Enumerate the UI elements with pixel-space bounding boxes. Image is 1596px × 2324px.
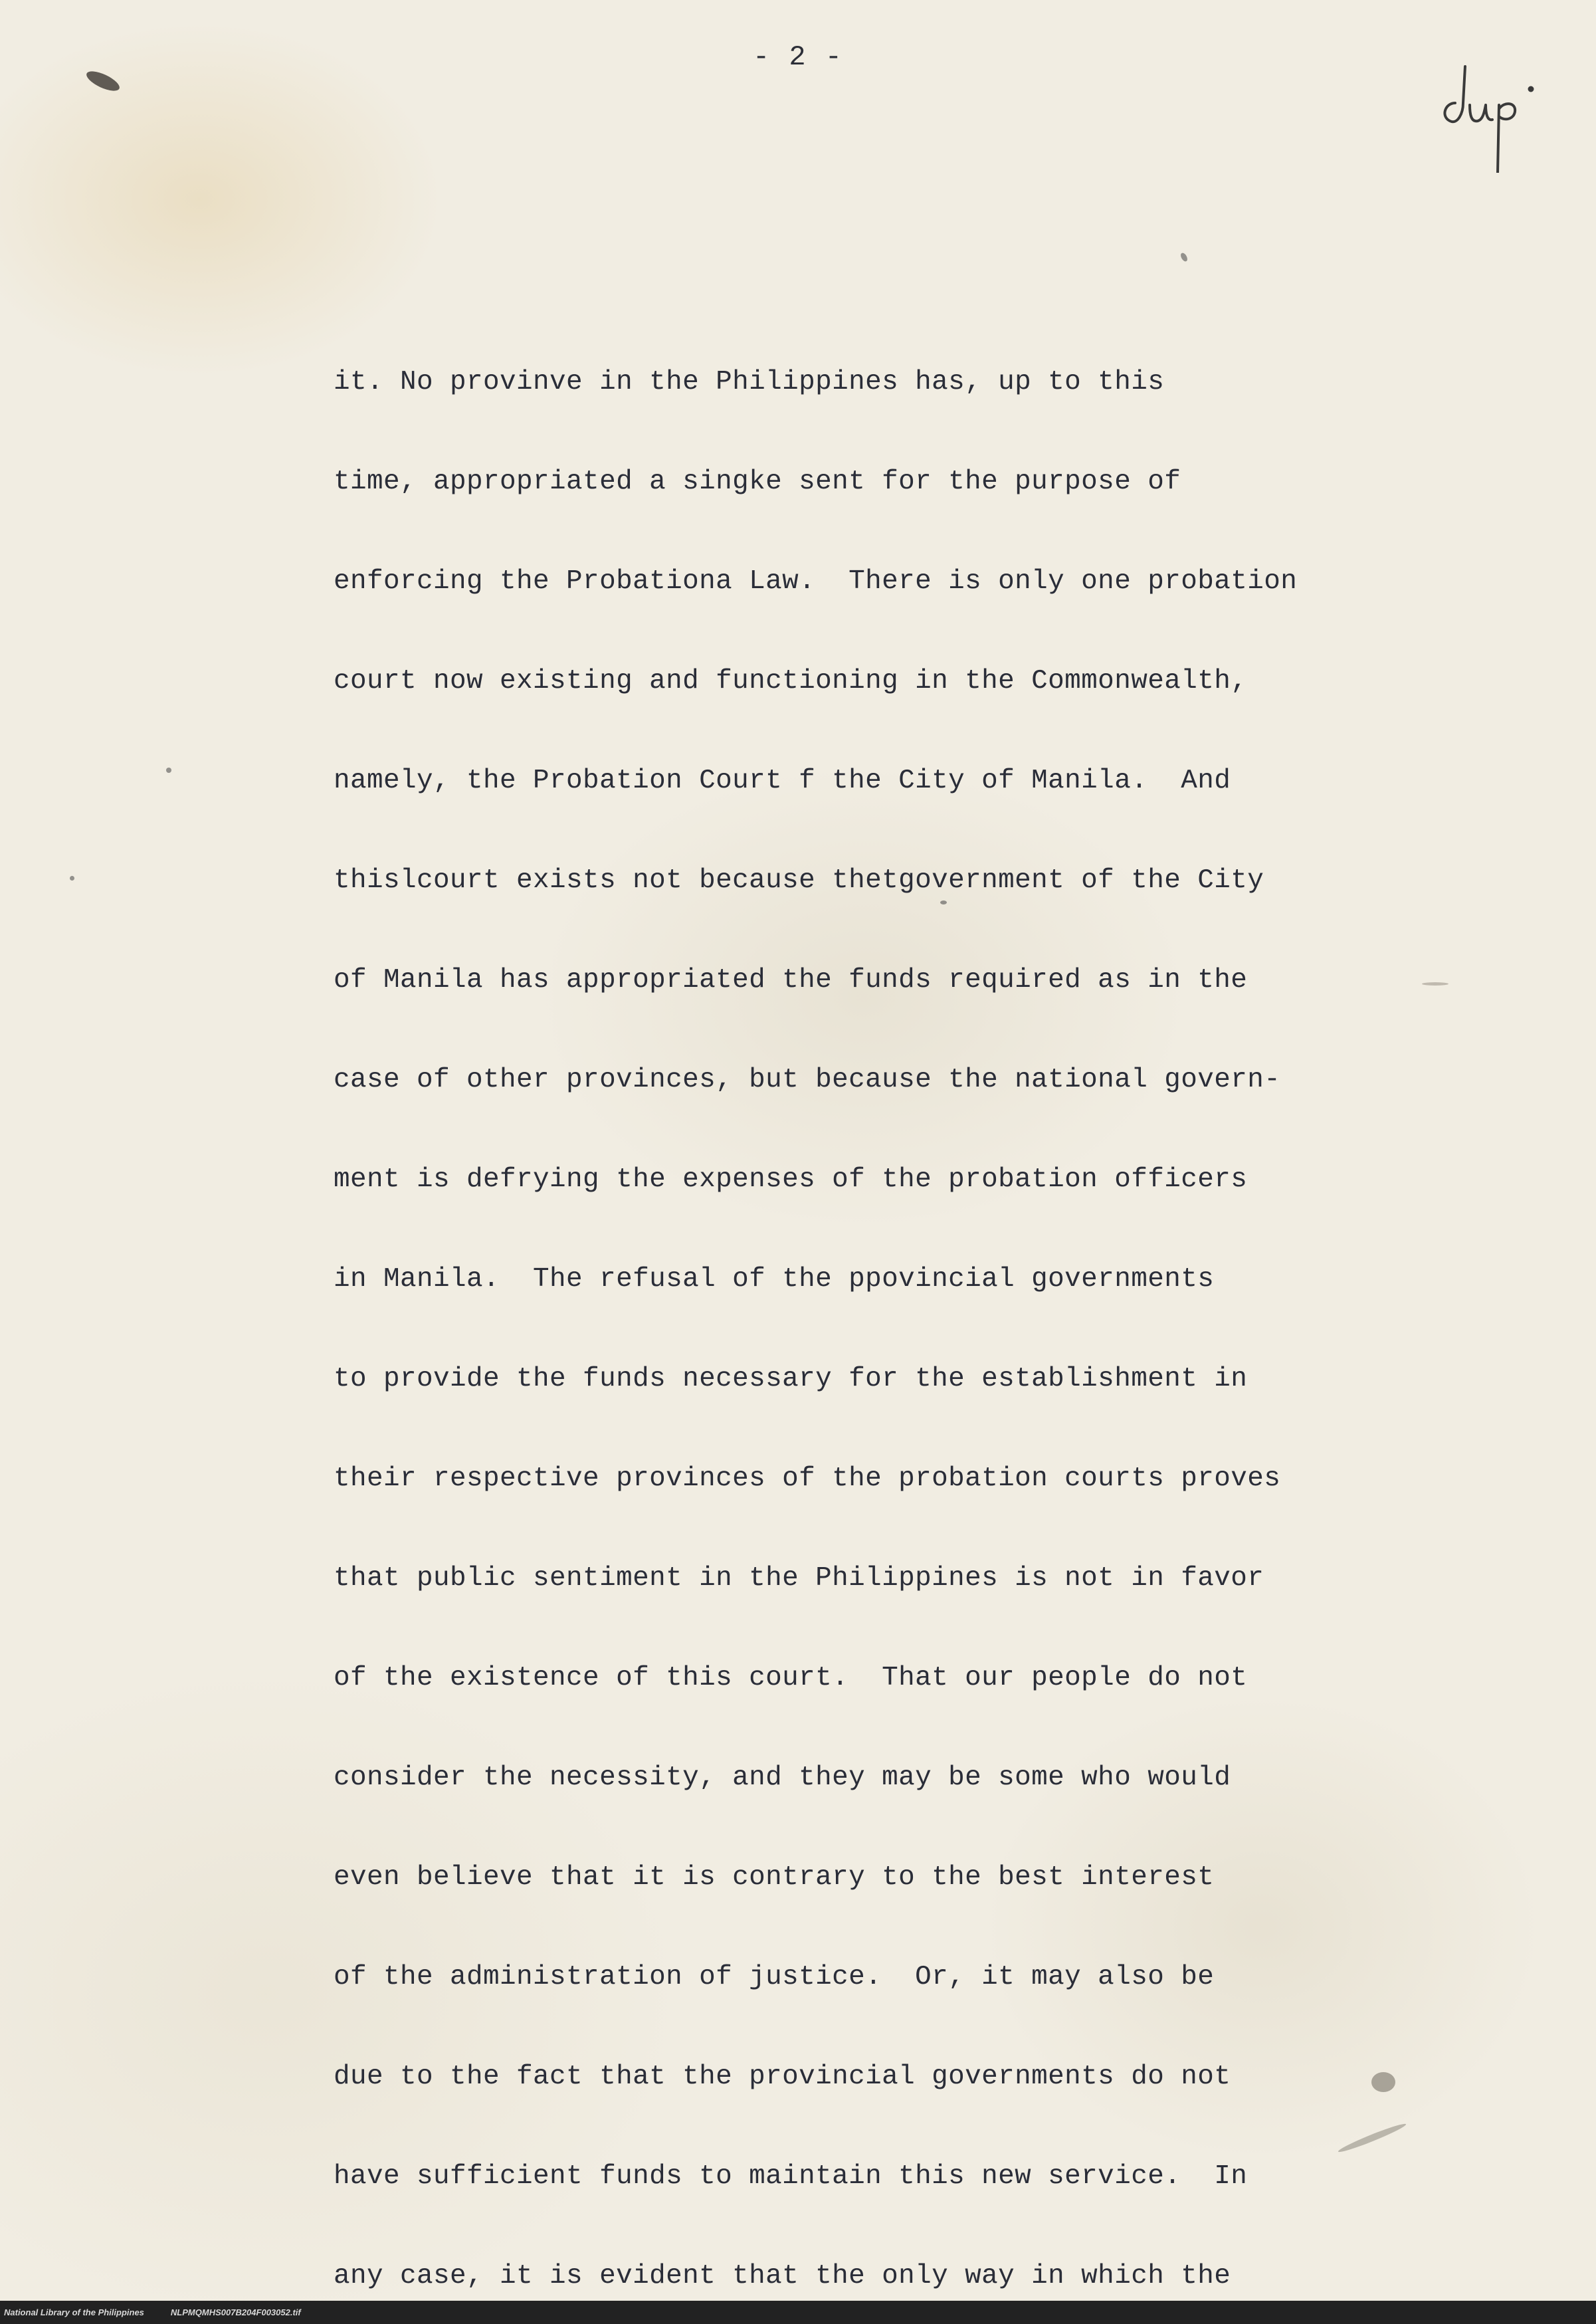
text-line-14: of the existence of this court. That our people do not bbox=[334, 1663, 1248, 1693]
text-line-8: case of other provinces, but because the national govern- bbox=[334, 1065, 1281, 1095]
text-line-16: even believe that it is contrary to the best interest bbox=[334, 1862, 1215, 1893]
text-line-13: that public sentiment in the Philippines is not in favor bbox=[334, 1563, 1264, 1594]
footer-file-id: NLPMQMHS007B204F003052.tif bbox=[170, 2307, 301, 2317]
text-line-15: consider the necessity, and they may be some who would bbox=[334, 1762, 1231, 1793]
paper-speck bbox=[70, 876, 74, 881]
text-line-2: time, appropriated a singke sent for the purpose of bbox=[334, 467, 1181, 497]
typewritten-body bbox=[334, 332, 1370, 2301]
text-line-3: enforcing the Probationa Law. There is only one probation bbox=[334, 566, 1298, 597]
text-line-20: any case, it is evident that the only way in which the bbox=[334, 2261, 1231, 2291]
footer-library: National Library of the Philippines bbox=[4, 2307, 144, 2317]
paper-speck bbox=[166, 768, 171, 773]
text-line-7: of Manila has appropriated the funds required as in the bbox=[334, 965, 1248, 996]
paper-speck bbox=[1179, 252, 1189, 263]
text-line-12: their respective provinces of the probation courts proves bbox=[334, 1463, 1281, 1494]
text-line-11: to provide the funds necessary for the establishment in bbox=[334, 1364, 1248, 1394]
paper-speck bbox=[1422, 982, 1448, 986]
paper-speck bbox=[940, 900, 947, 904]
text-line-18: due to the fact that the provincial governments do not bbox=[334, 2061, 1231, 2092]
text-line-17: of the administration of justice. Or, it may also be bbox=[334, 1962, 1215, 1992]
text-line-6: thislcourt exists not because thetgovernment of the City bbox=[334, 865, 1264, 896]
text-line-4: court now existing and functioning in the Commonwealth, bbox=[334, 666, 1248, 696]
text-line-10: in Manila. The refusal of the ppovincial governments bbox=[334, 1264, 1215, 1295]
text-line-19: have sufficient funds to maintain this new service. In bbox=[334, 2161, 1248, 2192]
archive-footer bbox=[0, 2301, 1596, 2324]
handwritten-annotation bbox=[1435, 40, 1568, 173]
paper-speck bbox=[1371, 2072, 1395, 2092]
text-line-1: it. No provinve in the Philippines has, up to this bbox=[334, 367, 1165, 397]
page-number: - 2 - bbox=[752, 41, 844, 73]
text-line-5: namely, the Probation Court f the City of Manila. And bbox=[334, 766, 1231, 796]
text-line-9: ment is defrying the expenses of the probation officers bbox=[334, 1164, 1248, 1195]
